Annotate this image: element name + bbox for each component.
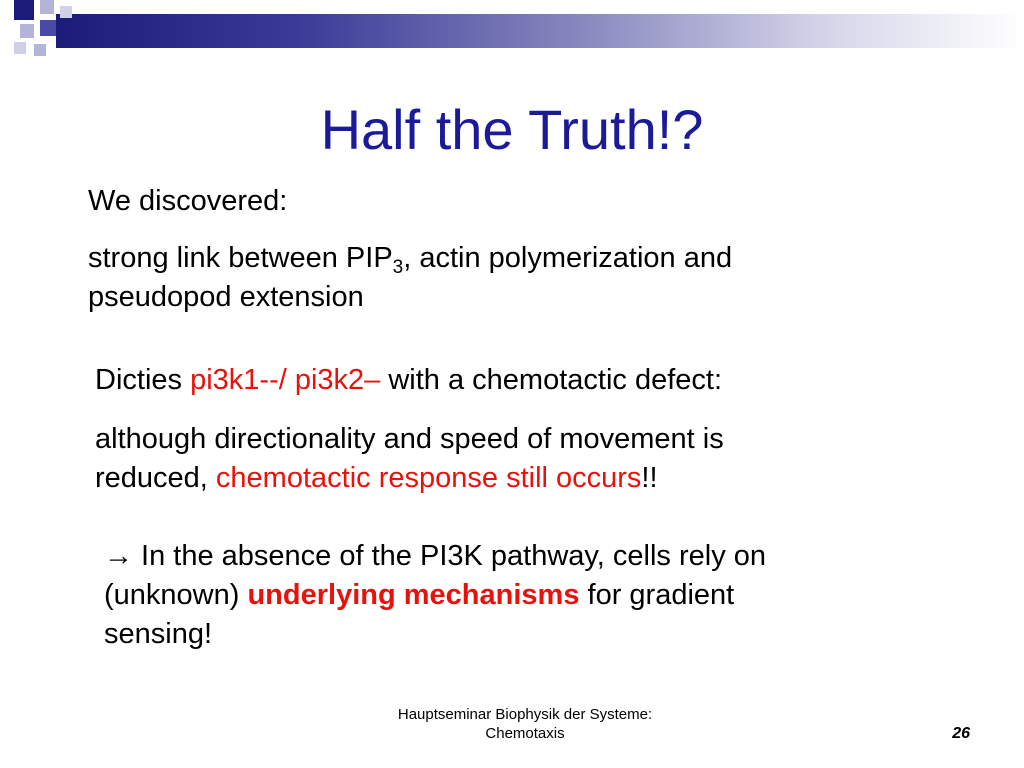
footer-line: Hauptseminar Biophysik der Systeme: [397,706,653,723]
decor-square [20,24,34,38]
decor-square [40,20,56,36]
mutant-heading [95,361,955,400]
discovery-heading: We discovered: [88,185,288,217]
text-segment: reduced, [95,462,216,494]
page-number: 26 [952,725,970,742]
arrow-icon: → [104,540,133,572]
decor-square [60,6,72,18]
header-gradient-band [56,14,1024,48]
mutant-text-cont [95,459,955,498]
text-segment: , actin polymerization and [403,242,733,274]
discovery-text-cont: pseudopod extension [88,281,364,313]
discovery-text [88,239,948,278]
mutant-block [95,361,955,498]
mutant-name: pi3k1--/ pi3k2– [190,364,381,396]
text-segment: !! [641,462,658,494]
footer-line: Chemotaxis [485,725,565,742]
text-segment: (unknown) [104,579,248,611]
conclusion-block [104,537,964,654]
text-segment: strong link between PIP [88,242,393,274]
text-segment: Dicties [95,364,191,396]
decor-square [34,44,46,56]
decor-square [14,42,26,54]
text-segment: In the absence of the PI3K pathway, cells rely on [133,540,767,572]
decor-square [40,0,54,14]
slide-title: Half the Truth!? [320,98,704,161]
highlight-text: underlying mechanisms [247,579,580,611]
text-segment: with a chemotactic defect: [380,364,723,396]
slide-footer [340,705,710,743]
mutant-text: although directionality and speed of movement is [95,423,724,455]
highlight-text: chemotactic response still occurs [215,462,642,494]
conclusion-line [104,537,964,576]
text-segment: for gradient [579,579,735,611]
discovery-block [88,182,948,317]
conclusion-line [104,576,964,615]
conclusion-line: sensing! [104,618,213,650]
subscript: 3 [392,257,404,278]
decor-square [14,0,34,20]
